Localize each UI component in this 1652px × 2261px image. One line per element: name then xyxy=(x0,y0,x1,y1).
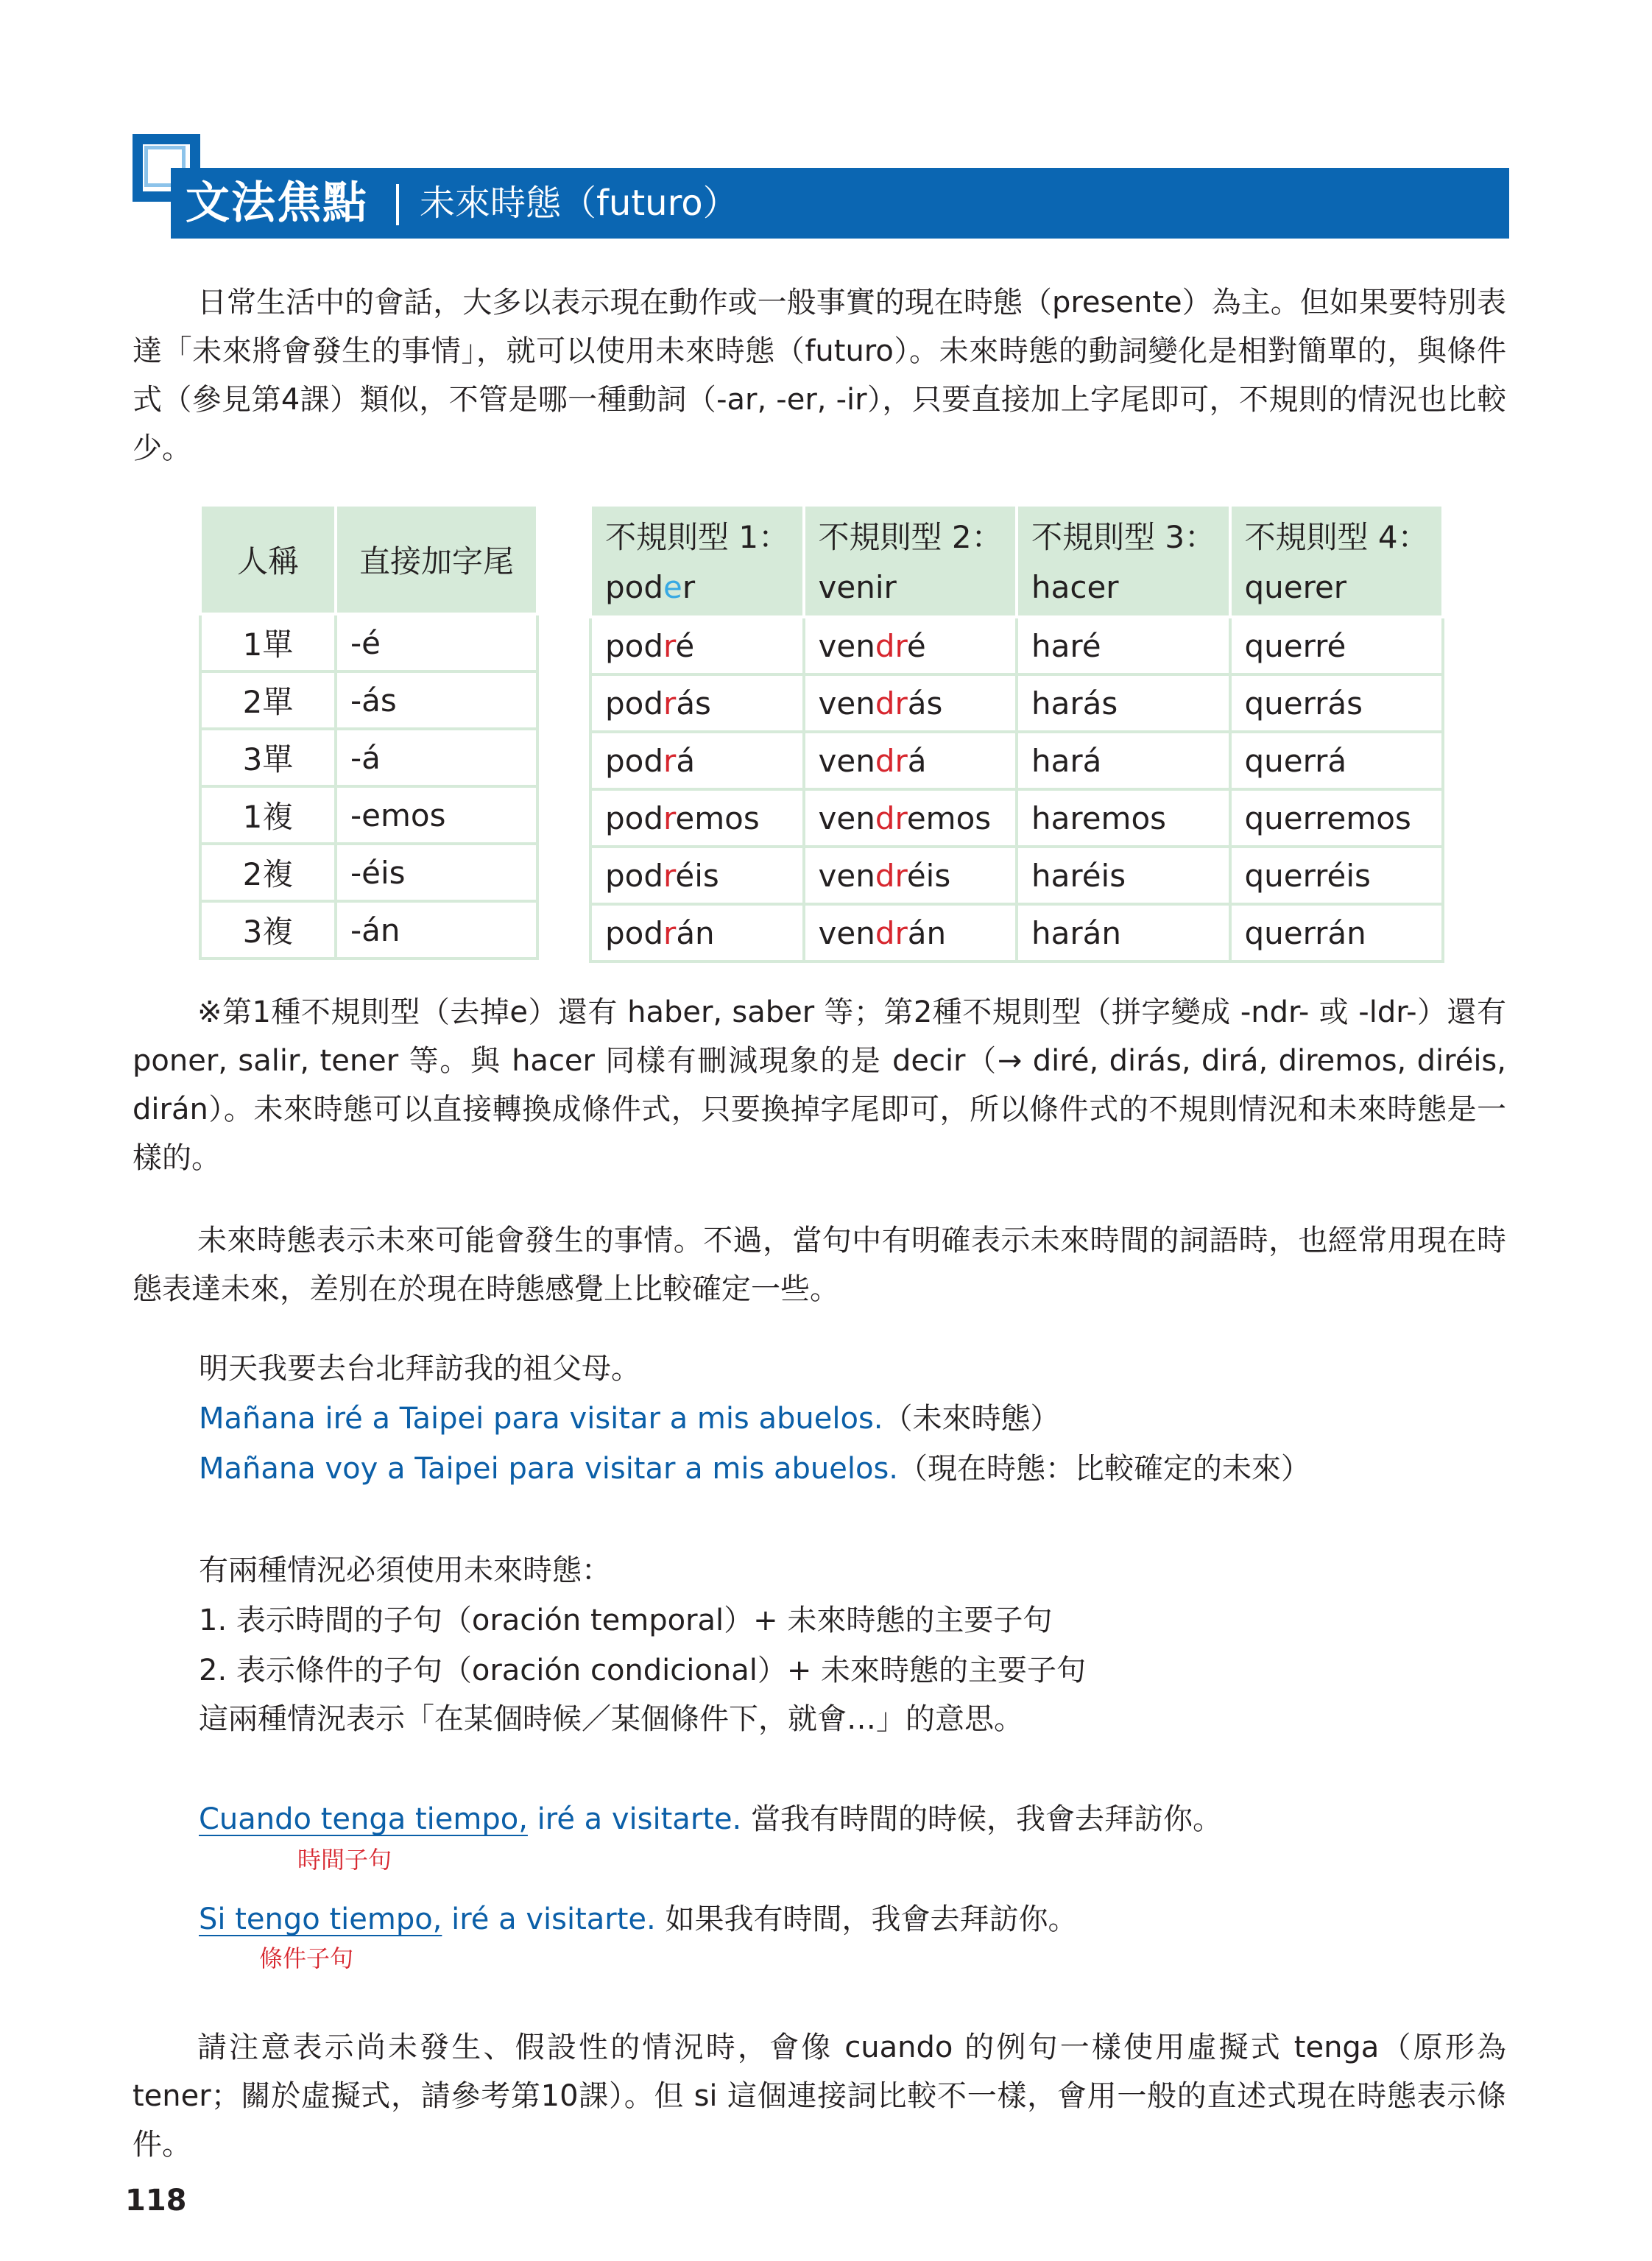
endings-header-ending: 直接加字尾 xyxy=(336,505,537,614)
endings-person-cell: 1複 xyxy=(200,786,336,844)
conjugation-part: querrás xyxy=(1244,685,1363,722)
conjugation-part: dr xyxy=(875,800,907,836)
conjugation-part: haré xyxy=(1031,627,1101,664)
conjugation-part: éis xyxy=(675,857,719,894)
infinitive-part: pod xyxy=(605,569,664,605)
conjugation-cell xyxy=(804,789,1017,847)
conjugation-cell xyxy=(804,732,1017,789)
conjugation-part: querrá xyxy=(1244,742,1347,779)
irregular-row xyxy=(590,674,1443,732)
endings-person-cell: 2單 xyxy=(200,671,336,729)
conjugation-cell xyxy=(1017,789,1230,847)
conjugation-cell xyxy=(804,847,1017,904)
endings-row xyxy=(200,729,537,786)
conjugation-part: á xyxy=(676,742,696,779)
endings-suffix-cell: -emos xyxy=(336,786,537,844)
conjugation-part: ven xyxy=(818,627,875,664)
conjugation-part: án xyxy=(907,914,947,951)
conjugation-part: haremos xyxy=(1031,800,1167,836)
example1-note2: （現在時態：比較確定的未來） xyxy=(898,1452,1311,1486)
cases-item-conditional: 2. 表示條件的子句（oración condicional）+ 未來時態的主要子句 xyxy=(199,1654,1087,1687)
conjugation-part: dr xyxy=(875,685,908,722)
conjugation-cell xyxy=(590,789,804,847)
conjugation-part: dr xyxy=(875,914,908,951)
conjugation-part: r xyxy=(663,800,676,836)
conjugation-part: dr xyxy=(875,627,907,664)
endings-header-person: 人稱 xyxy=(200,505,336,614)
conjugation-cell xyxy=(590,847,804,904)
conjugation-cell xyxy=(804,674,1017,732)
irregular-header-cell xyxy=(804,505,1017,617)
example3-condition-clause: Si tengo tiempo, xyxy=(199,1902,442,1936)
conjugation-part: hará xyxy=(1031,742,1102,779)
conjugation-part: harán xyxy=(1031,914,1121,951)
conjugation-cell xyxy=(590,904,804,962)
conjugation-cell xyxy=(590,674,804,732)
irregular-header-cell xyxy=(1230,505,1444,617)
infinitive-part: r xyxy=(682,569,696,605)
conjugation-part: pod xyxy=(605,627,664,664)
example1-note1: （未來時態） xyxy=(883,1402,1060,1436)
conjugation-part: é xyxy=(675,627,695,664)
conjugation-cell xyxy=(804,617,1017,674)
endings-suffix-cell: -ás xyxy=(336,671,537,729)
conjugation-part: haréis xyxy=(1031,857,1126,894)
irregular-header-row xyxy=(590,505,1443,617)
irregular-infinitive xyxy=(1031,562,1229,613)
example3-sentence xyxy=(199,1895,1077,1944)
conjugation-part: pod xyxy=(605,914,664,951)
endings-suffix-cell: -án xyxy=(336,901,537,959)
endings-row xyxy=(200,614,537,671)
conjugation-part: án xyxy=(676,914,715,951)
conjugation-part: r xyxy=(663,857,676,894)
section-title: 文法焦點 xyxy=(186,177,368,229)
conjugation-part: querré xyxy=(1244,627,1346,664)
conjugation-part: emos xyxy=(675,800,760,836)
conjugation-part: ás xyxy=(676,685,711,722)
endings-person-cell: 1單 xyxy=(200,614,336,671)
endings-suffix-cell: -é xyxy=(336,614,537,671)
conjugation-cell xyxy=(590,732,804,789)
example3-main-clause: iré a visitarte. xyxy=(442,1902,656,1936)
conjugation-part: pod xyxy=(605,685,664,722)
example1-spanish-future xyxy=(199,1394,1060,1443)
irregular-header-cell xyxy=(590,505,804,617)
irregular-type-label: 不規則型 1： xyxy=(605,519,790,555)
conjugation-cell xyxy=(1017,674,1230,732)
irregular-row xyxy=(590,847,1443,904)
example1-spanish-present xyxy=(199,1445,1310,1493)
irregular-table xyxy=(589,504,1444,963)
endings-table xyxy=(199,504,539,960)
conjugation-cell xyxy=(1230,904,1444,962)
conjugation-part: harás xyxy=(1031,685,1118,722)
infinitive-part: hacer xyxy=(1031,569,1119,605)
conjugation-part: ven xyxy=(818,857,875,894)
conjugation-cell xyxy=(1017,847,1230,904)
irregular-row xyxy=(590,732,1443,789)
example2-main-clause: iré a visitarte. xyxy=(527,1802,742,1836)
conjugation-cell xyxy=(1230,732,1444,789)
example2-clause-label: 時間子句 xyxy=(297,1846,392,1874)
page-number: 118 xyxy=(125,2184,187,2218)
conjugation-part: ás xyxy=(907,685,943,722)
conjugation-part: ven xyxy=(818,685,875,722)
conjugation-part: pod xyxy=(605,800,664,836)
endings-row xyxy=(200,671,537,729)
conjugation-cell xyxy=(1017,904,1230,962)
present-vs-future-paragraph: 未來時態表示未來可能會發生的事情。不過，當句中有明確表示未來時間的詞語時，也經常用現在時態表達未來，差別在於現在時態感覺上比較確定一些。 xyxy=(133,1224,1506,1306)
example1-es1: Mañana iré a Taipei para visitar a mis abuelos. xyxy=(199,1402,883,1436)
irregular-type-label: 不規則型 2： xyxy=(818,519,1003,555)
irregular-header-cell xyxy=(1017,505,1230,617)
header-bar xyxy=(171,168,1509,239)
conjugation-part: ven xyxy=(818,800,875,836)
endings-person-cell: 3單 xyxy=(200,729,336,786)
header-divider xyxy=(396,184,399,225)
conjugation-cell xyxy=(1230,847,1444,904)
example3-chinese: 如果我有時間，我會去拜訪你。 xyxy=(655,1902,1078,1936)
irregular-row xyxy=(590,904,1443,962)
infinitive-part: querer xyxy=(1244,569,1347,605)
conjugation-part: r xyxy=(663,685,677,722)
conjugation-cell xyxy=(1230,789,1444,847)
conjugation-part: emos xyxy=(906,800,992,836)
section-subtitle: 未來時態（futuro） xyxy=(420,183,738,224)
subjunctive-note-paragraph: 請注意表示尚未發生、假設性的情況時，會像 cuando 的例句一樣使用虛擬式 tenga（原形為 tener；關於虛擬式，請參考第10課）。但 si 這個連接詞比較不一樣，會用一般的直述式現在時態表示條件。 xyxy=(133,2031,1506,2162)
conjugation-part: pod xyxy=(605,742,664,779)
conjugation-part: r xyxy=(663,914,677,951)
conjugation-part: á xyxy=(907,742,927,779)
conjugation-part: dr xyxy=(875,857,907,894)
conjugation-cell xyxy=(590,617,804,674)
endings-person-cell: 2複 xyxy=(200,844,336,901)
endings-person-cell: 3複 xyxy=(200,901,336,959)
conjugation-cell xyxy=(804,904,1017,962)
conjugation-part: ven xyxy=(818,742,875,779)
irregular-row xyxy=(590,617,1443,674)
conjugation-part: querremos xyxy=(1244,800,1411,836)
cases-item-temporal: 1. 表示時間的子句（oración temporal）+ 未來時態的主要子句 xyxy=(199,1604,1053,1637)
infinitive-part: venir xyxy=(818,569,897,605)
cases-summary: 這兩種情況表示「在某個時候／某個條件下，就會…」的意思。 xyxy=(199,1702,1023,1736)
example2-sentence xyxy=(199,1795,1222,1844)
conjugation-part: ven xyxy=(818,914,875,951)
endings-row xyxy=(200,901,537,959)
conjugation-part: querrán xyxy=(1244,914,1366,951)
endings-row xyxy=(200,786,537,844)
cases-intro: 有兩種情況必須使用未來時態： xyxy=(199,1553,611,1587)
note-paragraph: ※第1種不規則型（去掉e）還有 haber, saber 等；第2種不規則型（拼字變成 -ndr- 或 -ldr-）還有 poner, salir, tener 等。與 hacer 同樣有刪減現象的是 decir（→ diré, dirás, dirá, diremos, diréis, dirán）。未來時態可以直接轉換成條件式，只要換掉字尾即可，所以條件式的不規則情況和未來時態是一樣的。 xyxy=(133,995,1506,1175)
conjugation-part: é xyxy=(906,627,926,664)
irregular-type-label: 不規則型 3： xyxy=(1031,519,1216,555)
example3-clause-label: 條件子句 xyxy=(259,1944,354,1972)
conjugation-cell xyxy=(1017,732,1230,789)
endings-suffix-cell: -éis xyxy=(336,844,537,901)
conjugation-part: r xyxy=(663,627,676,664)
endings-row xyxy=(200,844,537,901)
example1-chinese: 明天我要去台北拜訪我的祖父母。 xyxy=(199,1352,640,1386)
conjugation-part: dr xyxy=(875,742,908,779)
infinitive-part: e xyxy=(663,569,682,605)
irregular-infinitive xyxy=(605,562,802,613)
irregular-row xyxy=(590,789,1443,847)
conjugation-part: éis xyxy=(906,857,951,894)
example2-chinese: 當我有時間的時候，我會去拜訪你。 xyxy=(741,1802,1222,1836)
example1-es2: Mañana voy a Taipei para visitar a mis abuelos. xyxy=(199,1452,899,1486)
endings-suffix-cell: -á xyxy=(336,729,537,786)
conjugation-part: querréis xyxy=(1244,857,1371,894)
irregular-infinitive xyxy=(819,562,1016,613)
irregular-type-label: 不規則型 4： xyxy=(1244,519,1429,555)
conjugation-cell xyxy=(1230,617,1444,674)
conjugation-cell xyxy=(1017,617,1230,674)
irregular-infinitive xyxy=(1245,562,1442,613)
conjugation-part: pod xyxy=(605,857,664,894)
endings-header-row xyxy=(200,505,537,614)
example2-time-clause: Cuando tenga tiempo, xyxy=(199,1802,528,1836)
conjugation-part: r xyxy=(663,742,677,779)
conjugation-cell xyxy=(1230,674,1444,732)
intro-paragraph: 日常生活中的會話，大多以表示現在動作或一般事實的現在時態（presente）為主。但如果要特別表達「未來將會發生的事情」，就可以使用未來時態（futuro）。未來時態的動詞變化是相對簡單的，與條件式（參見第4課）類似，不管是哪一種動詞（-ar, -er, -ir），只要直接加上字尾即可，不規則的情況也比較少。 xyxy=(133,286,1506,465)
